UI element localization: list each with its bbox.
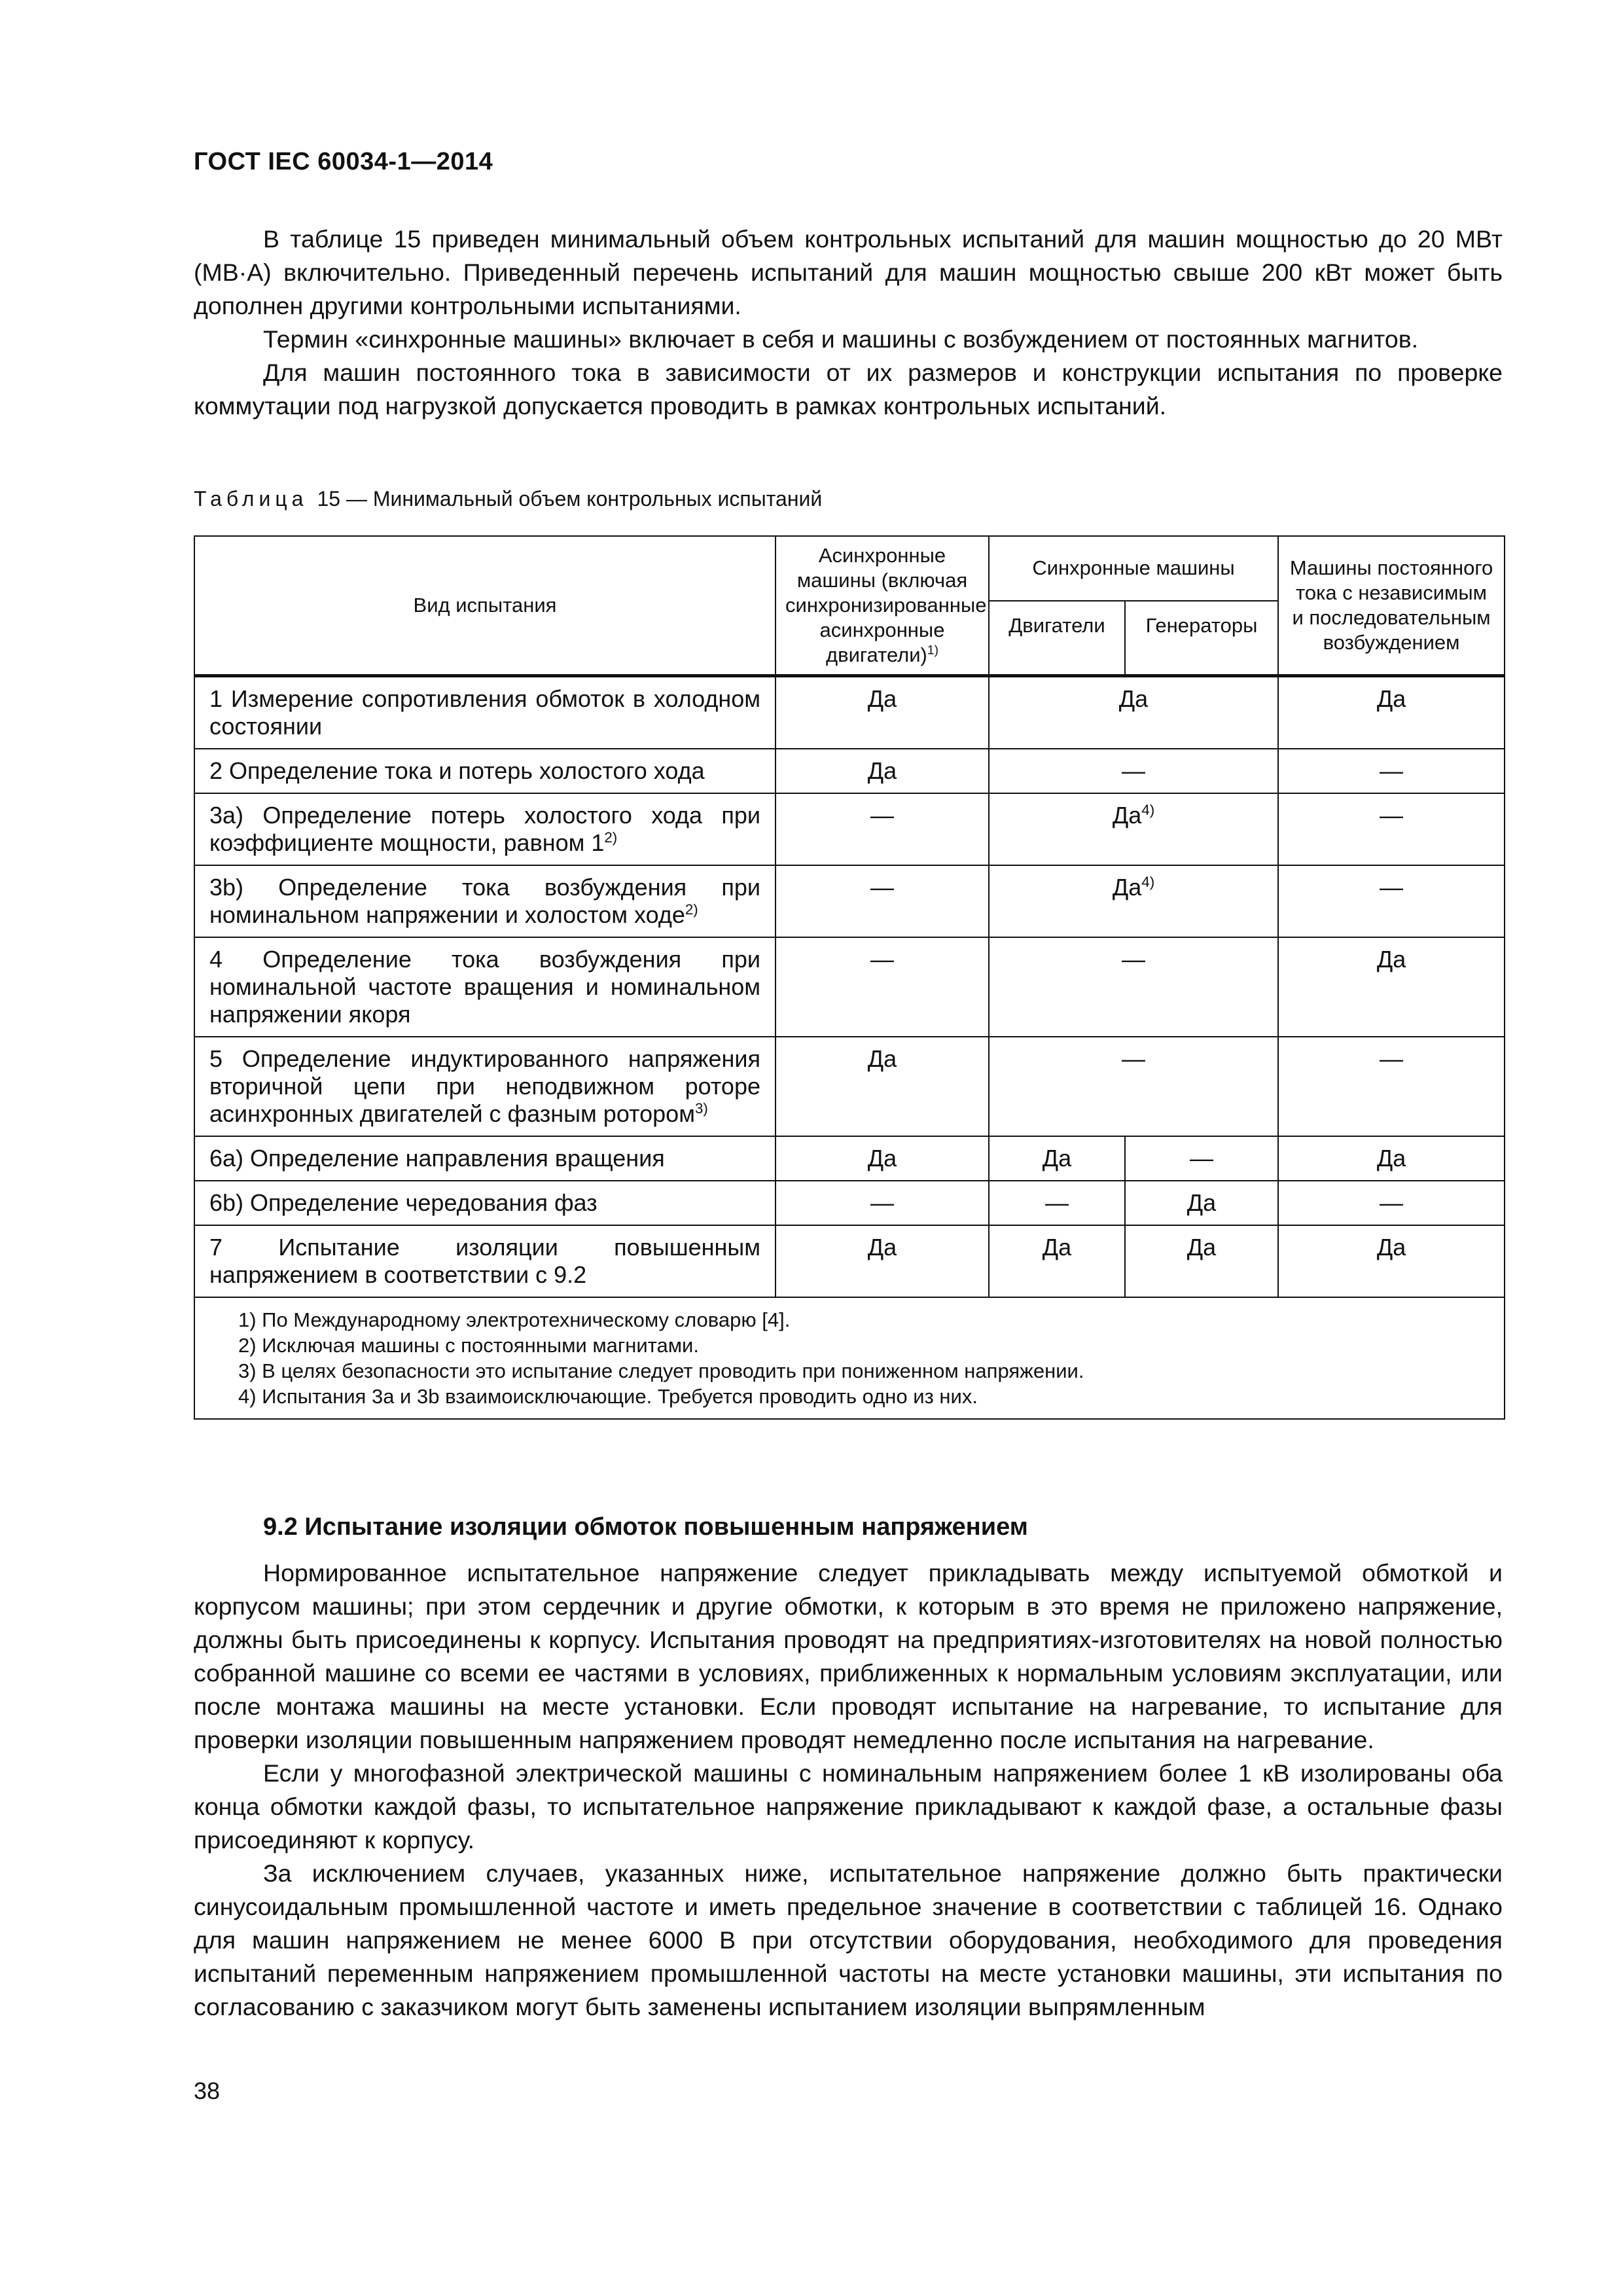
sync-cell: $Да^{4)}$ xyxy=(989,865,1278,937)
table-row xyxy=(194,749,1505,793)
dc-cell: Да xyxy=(1278,1136,1505,1181)
async-cell: — xyxy=(776,865,989,937)
async-cell: Да xyxy=(776,1225,989,1297)
table-note: 2) Исключая машины с постоянными магнитами. xyxy=(238,1334,699,1357)
sync-cell: — xyxy=(989,937,1278,1037)
dc-cell: Да xyxy=(1278,937,1505,1037)
sync-cell: — xyxy=(989,1037,1278,1136)
col-header-test-type: Вид испытания xyxy=(194,536,776,676)
generators-cell: Да xyxy=(1125,1181,1278,1225)
table-row xyxy=(194,1225,1505,1297)
dc-cell: — xyxy=(1278,865,1505,937)
section-paragraph: Если у многофазной электрической машины с номинальным напряжением более 1 кВ изолированы оба конца обмотки каждой фазы, то испытательное напряжение прикладывают к каждой фазе, а остальные фазы присоединяют к корпусу. xyxy=(194,1759,1503,1854)
intro-text xyxy=(194,223,1503,423)
intro-paragraph: Для машин постоянного тока в зависимости от их размеров и конструкции испытания по проверке коммутации под нагрузкой допускается проводить в рамках контрольных испытаний. xyxy=(194,359,1503,420)
table-caption-label: Таблица xyxy=(194,487,308,511)
table-caption-text: 15 — Минимальный объем контрольных испытаний xyxy=(317,487,823,511)
generators-cell: Да xyxy=(1125,1225,1278,1297)
motors-cell: — xyxy=(989,1181,1125,1225)
page-number: 38 xyxy=(194,2077,221,2104)
table-caption xyxy=(194,487,822,511)
table-row xyxy=(194,937,1505,1037)
table-row xyxy=(194,793,1505,865)
col-header-async: Асинхронные машины (включая синхронизированные асинхронные двигатели)$^{1)}$ xyxy=(776,536,989,676)
async-cell: Да xyxy=(776,676,989,749)
document-header: ГОСТ IEC 60034-1—2014 xyxy=(194,148,493,175)
motors-cell: Да xyxy=(989,1136,1125,1181)
sync-cell: — xyxy=(989,749,1278,793)
col-header-sync-motors: Двигатели xyxy=(989,601,1125,676)
dc-cell: Да xyxy=(1278,1225,1505,1297)
test-name: 5 Определение индуктированного напряжения вторичной цепи при неподвижном роторе асинхронных двигателей с фазным ротором$^{3)}$ xyxy=(194,1037,776,1136)
async-cell: — xyxy=(776,793,989,865)
intro-paragraph: Термин «синхронные машины» включает в себя и машины с возбуждением от постоянных магнитов. xyxy=(263,325,1419,353)
test-name: 3a) Определение потерь холостого хода при коэффициенте мощности, равном 1$^{2)}$ xyxy=(194,793,776,865)
dc-cell: — xyxy=(1278,1037,1505,1136)
test-name: 2 Определение тока и потерь холостого хода xyxy=(194,749,776,793)
col-header-sync: Синхронные машины xyxy=(989,536,1278,601)
test-name: 4 Определение тока возбуждения при номинальной частоте вращения и номинальном напряжении якоря xyxy=(194,937,776,1037)
table-row xyxy=(194,1037,1505,1136)
table-row xyxy=(194,1181,1505,1225)
col-header-dc: Машины постоянного тока с независимым и последовательным возбуждением xyxy=(1278,536,1505,676)
section-text xyxy=(194,1556,1503,2024)
dc-cell: — xyxy=(1278,793,1505,865)
async-cell: — xyxy=(776,1181,989,1225)
dc-cell: Да xyxy=(1278,676,1505,749)
table-row xyxy=(194,676,1505,749)
motors-cell: Да xyxy=(989,1225,1125,1297)
dc-cell: — xyxy=(1278,1181,1505,1225)
generators-cell: — xyxy=(1125,1136,1278,1181)
async-cell: Да xyxy=(776,1136,989,1181)
test-name: 3b) Определение тока возбуждения при номинальном напряжении и холостом ходе$^{2)}$ xyxy=(194,865,776,937)
table-row xyxy=(194,865,1505,937)
sync-cell: Да xyxy=(989,676,1278,749)
sync-cell: $Да^{4)}$ xyxy=(989,793,1278,865)
intro-paragraph: В таблице 15 приведен минимальный объем контрольных испытаний для машин мощностью до 20 МВт (МВ·А) включительно. Приведенный перечень испытаний для машин мощностью свыше 200 кВт может быть дополнен другими контрольными испытаниями. xyxy=(194,225,1503,319)
table-row xyxy=(194,1136,1505,1181)
async-cell: — xyxy=(776,937,989,1037)
table-notes xyxy=(194,1297,1505,1419)
test-name: 6a) Определение направления вращения xyxy=(194,1136,776,1181)
test-name: 6b) Определение чередования фаз xyxy=(194,1181,776,1225)
async-cell: Да xyxy=(776,1037,989,1136)
table-note: 1) По Международному электротехническому словарю [4]. xyxy=(238,1308,791,1331)
dc-cell: — xyxy=(1278,749,1505,793)
test-name: 1 Измерение сопротивления обмоток в холодном состоянии xyxy=(194,676,776,749)
table-notes-row xyxy=(194,1297,1505,1419)
section-paragraph: За исключением случаев, указанных ниже, испытательное напряжение должно быть практически синусоидальным промышленной частоте и иметь предельное значение в соответствии с таблицей 16. Однако для машин напряжением не менее 6000 В при отсутствии оборудования, необходимого для проведения испытаний переменным напряжением промышленной частоты на месте установки машины, эти испытания по согласованию с заказчиком могут быть заменены испытанием изоляции выпрямленным xyxy=(194,1859,1503,2020)
table-note: 4) Испытания 3a и 3b взаимоисключающие. Требуется проводить одно из них. xyxy=(238,1385,978,1408)
table-note: 3) В целях безопасности это испытание следует проводить при пониженном напряжении. xyxy=(238,1359,1084,1382)
section-title: 9.2 Испытание изоляции обмоток повышенным напряжением xyxy=(263,1513,1028,1541)
col-header-sync-generators: Генераторы xyxy=(1125,601,1278,676)
test-name: 7 Испытание изоляции повышенным напряжением в соответствии с 9.2 xyxy=(194,1225,776,1297)
async-cell: Да xyxy=(776,749,989,793)
tests-table xyxy=(194,535,1505,1420)
section-paragraph: Нормированное испытательное напряжение следует прикладывать между испытуемой обмоткой и корпусом машины; при этом сердечник и другие обмотки, к которым в это время не приложено напряжение, должны быть присоединены к корпусу. Испытания проводят на предприятиях-изготовителях на новой полностью собранной машине со всеми ее частями в условиях, приближенных к нормальным условиям эксплуатации, или после монтажа машины на месте установки. Если проводят испытание на нагревание, то испытание для проверки изоляции повышенным напряжением проводят немедленно после испытания на нагревание. xyxy=(194,1559,1503,1753)
